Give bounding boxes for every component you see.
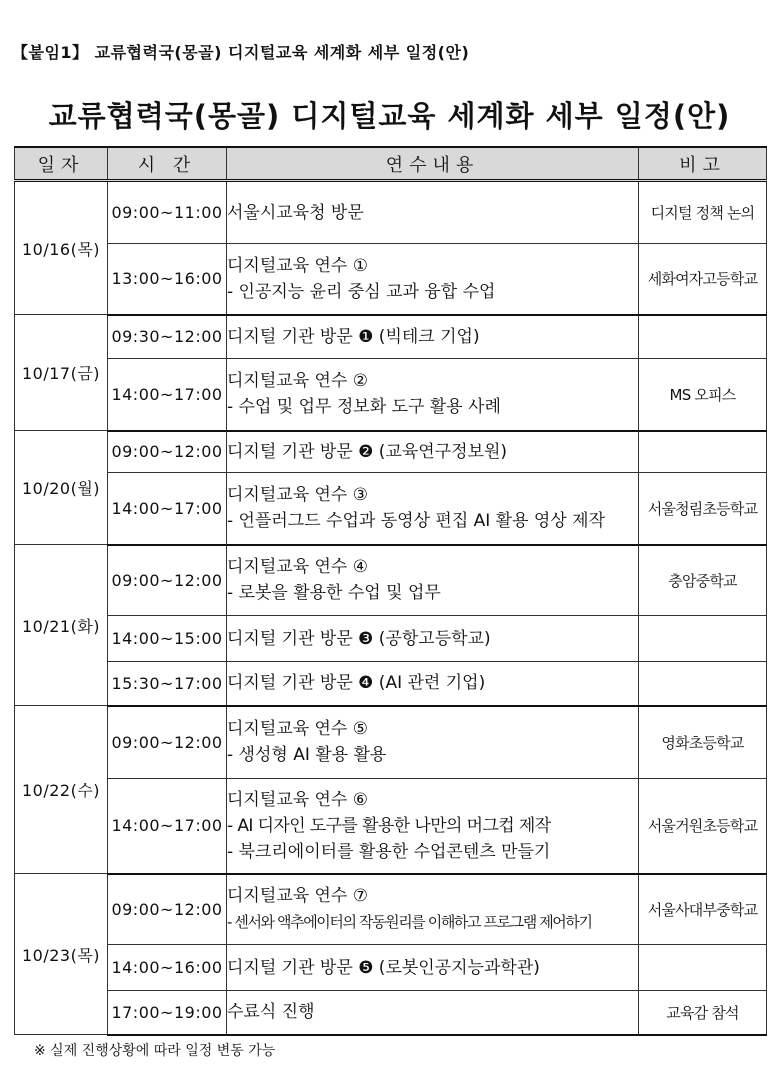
time-cell: 09:00~12:00 [108,706,227,779]
content-cell [227,874,639,945]
time-cell: 14:00~15:00 [108,616,227,662]
content-line: - 북크리에이터를 활용한 수업콘텐츠 만들기 [227,841,551,862]
table-row [15,181,767,244]
table-row [15,359,767,431]
content-cell [227,662,639,706]
table-row [15,244,767,315]
note-cell [639,315,767,359]
date-cell: 10/22(수) [15,706,108,874]
content-line: 디지털 기관 방문 ❸ (공항고등학교) [227,628,491,649]
table-row [15,662,767,706]
content-cell [227,991,639,1035]
table-row [15,991,767,1035]
content-line: 서울시교육청 방문 [227,202,364,223]
table-row [15,945,767,991]
content-line: 디지털교육 연수 ① [227,255,369,276]
note-cell: 서울거원초등학교 [639,779,767,874]
schedule-body [15,181,767,1035]
content-line: - 센서와 액추에이터의 작동원리를 이해하고 프로그램 제어하기 [227,913,592,932]
date-cell: 10/16(목) [15,181,108,315]
content-line: - 로봇을 활용한 수업 및 업무 [227,583,441,604]
table-row [15,315,767,359]
content-line: 디지털교육 연수 ⑦ [227,886,369,907]
note-cell: MS 오피스 [639,359,767,431]
note-cell: 영화초등학교 [639,706,767,779]
time-cell: 13:00~16:00 [108,244,227,315]
content-line: 디지털 기관 방문 ❶ (빅테크 기업) [227,326,480,347]
header-time: 시 간 [108,147,227,181]
content-line: - AI 디자인 도구를 활용한 나만의 머그컵 제작 [227,815,551,836]
table-row [15,473,767,545]
table-row [15,706,767,779]
content-cell [227,545,639,616]
header-date: 일자 [15,147,108,181]
content-cell [227,181,639,244]
content-line: 디지털교육 연수 ② [227,371,369,392]
table-row [15,545,767,616]
schedule-table [14,146,767,1036]
footnote: ※ 실제 진행상황에 따라 일정 변동 가능 [34,1043,276,1059]
time-cell: 14:00~17:00 [108,473,227,545]
note-cell: 충암중학교 [639,545,767,616]
time-cell: 09:00~11:00 [108,181,227,244]
table-row [15,616,767,662]
note-cell [639,431,767,473]
header-note: 비고 [639,147,767,181]
time-cell: 09:00~12:00 [108,874,227,945]
time-cell: 17:00~19:00 [108,991,227,1035]
content-line: - 언플러그드 수업과 동영상 편집 AI 활용 영상 제작 [227,511,606,532]
content-line: 디지털교육 연수 ③ [227,485,369,506]
content-line: 디지털 기관 방문 ❺ (로봇인공지능과학관) [227,957,540,978]
note-cell: 교육감 참석 [639,991,767,1035]
table-row [15,431,767,473]
content-line: 디지털교육 연수 ④ [227,557,369,578]
content-cell [227,945,639,991]
time-cell: 09:00~12:00 [108,545,227,616]
note-cell [639,616,767,662]
content-line: 디지털교육 연수 ⑥ [227,789,369,810]
content-cell [227,244,639,315]
content-cell [227,779,639,874]
time-cell: 15:30~17:00 [108,662,227,706]
content-cell [227,359,639,431]
time-cell: 09:00~12:00 [108,431,227,473]
note-cell [639,662,767,706]
content-line: 수료식 진행 [227,1002,315,1023]
content-cell [227,315,639,359]
content-line: 디지털 기관 방문 ❷ (교육연구정보원) [227,441,508,462]
note-cell: 디지털 정책 논의 [639,181,767,244]
header-content: 연수내용 [227,147,639,181]
content-line: 디지털 기관 방문 ❹ (AI 관련 기업) [227,673,486,694]
content-cell [227,616,639,662]
content-cell [227,473,639,545]
date-cell: 10/21(화) [15,545,108,706]
time-cell: 14:00~16:00 [108,945,227,991]
content-cell [227,706,639,779]
note-cell: 세화여자고등학교 [639,244,767,315]
note-cell: 서울사대부중학교 [639,874,767,945]
date-cell: 10/20(월) [15,431,108,545]
time-cell: 14:00~17:00 [108,779,227,874]
attachment-label: 【붙임1】 교류협력국(몽골) 디지털교육 세계화 세부 일정(안) [12,43,470,62]
date-cell: 10/23(목) [15,874,108,1035]
page-title: 교류협력국(몽골) 디지털교육 세계화 세부 일정(안) [48,99,731,133]
content-line: - 생성형 AI 활용 활용 [227,745,387,766]
time-cell: 09:30~12:00 [108,315,227,359]
content-cell [227,431,639,473]
table-row [15,874,767,945]
note-cell [639,945,767,991]
time-cell: 14:00~17:00 [108,359,227,431]
content-line: - 수업 및 업무 정보화 도구 활용 사례 [227,397,501,418]
content-line: - 인공지능 윤리 중심 교과 융합 수업 [227,281,496,302]
table-header-row [15,147,767,181]
content-line: 디지털교육 연수 ⑤ [227,719,369,740]
table-row [15,779,767,874]
note-cell: 서울청림초등학교 [639,473,767,545]
date-cell: 10/17(금) [15,315,108,431]
